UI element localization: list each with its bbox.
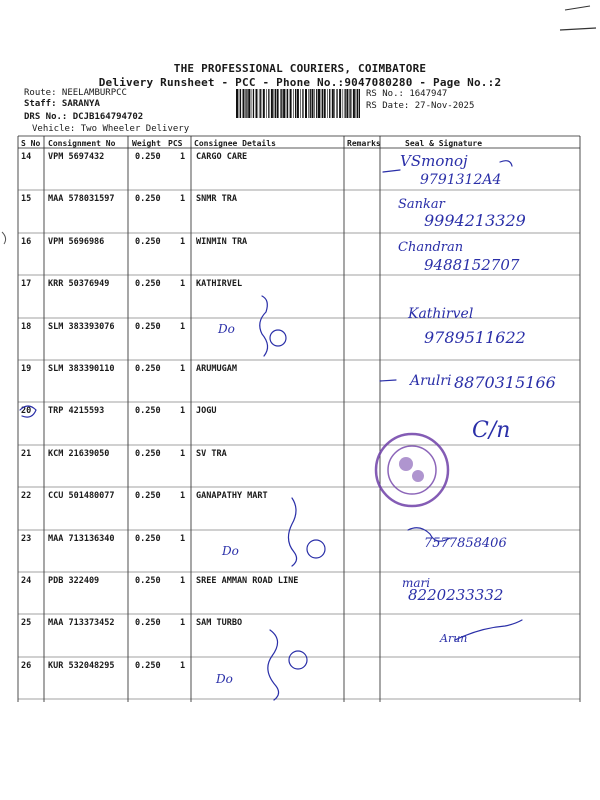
row-pcs: 1 [180, 364, 186, 374]
bracket-stroke-row-23 [288, 498, 296, 566]
row-weight: 0.250 [135, 364, 161, 374]
row-sno: 23 [21, 533, 32, 544]
row-weight: 0.250 [135, 279, 161, 290]
vehicle-label: Vehicle: Two Wheeler Delivery [32, 124, 190, 134]
bracket-stroke-row-18 [260, 296, 268, 356]
row-weight: 0.250 [135, 618, 161, 629]
signature-row-24: mari [402, 576, 431, 590]
handwritten-note-row-20: C/n [472, 418, 511, 443]
row-consignment-no: KRR 50376949 [48, 279, 110, 290]
row-sno: 26 [21, 660, 32, 671]
ditto-mark-row-23: Do [222, 544, 239, 558]
row-consignment-no: TRP 4215593 [48, 406, 105, 417]
row-weight: 0.250 [135, 321, 161, 332]
row-consignee: SV TRA [196, 448, 227, 459]
row-sno: 24 [21, 576, 32, 586]
handwritten-phone-row-24: 8220233332 [408, 586, 504, 604]
row-pcs: 1 [180, 660, 186, 671]
rs-date: RS Date: 27-Nov-2025 [366, 101, 475, 111]
row-sno: 19 [21, 364, 32, 374]
row-weight: 0.250 [135, 576, 161, 586]
col-header-consignee: Consignee Details [194, 139, 276, 148]
col-header-consignment: Consignment No [48, 139, 116, 148]
row-consignment-no: KUR 532048295 [48, 660, 115, 671]
row-pcs: 1 [180, 321, 186, 332]
row-sno: 22 [21, 491, 32, 502]
col-header-remarks: Remarks [347, 139, 381, 148]
ditto-mark-row-18: Do [218, 322, 235, 336]
row-sno: 21 [21, 448, 32, 459]
ditto-circle-row-23 [307, 540, 325, 558]
handwritten-phone-row-16: 9488152707 [424, 256, 520, 274]
ditto-mark-row-26: Do [216, 672, 233, 686]
row-sno: 25 [21, 618, 32, 629]
row-consignment-no: MAA 713373452 [48, 618, 115, 629]
pen-dash-row-14 [383, 170, 400, 172]
row-consignment-no: SLM 383390110 [48, 364, 115, 374]
row-consignee: KATHIRVEL [196, 279, 243, 290]
row-pcs: 1 [180, 533, 186, 544]
pen-dash-row-19 [380, 380, 396, 381]
row-pcs: 1 [180, 406, 186, 417]
row-consignment-no: KCM 21639050 [48, 448, 110, 459]
col-header-sno: S No [21, 139, 41, 148]
runsheet-subtitle: Delivery Runsheet - PCC - Phone No.:9047080280 - Page No.:2 [98, 76, 502, 89]
handwritten-phone-row-14: 9791312A4 [420, 172, 502, 188]
pen-flourish-row-14 [500, 161, 512, 166]
ditto-circle-row-18 [270, 330, 286, 346]
row-consignee: GANAPATHY MART [196, 491, 268, 502]
row-consignment-no: MAA 578031597 [48, 194, 115, 205]
ditto-circle-row-26 [289, 651, 307, 669]
row-consignment-no: VPM 5696986 [48, 236, 105, 247]
route-label: Route: NEELAMBURPCC [24, 88, 127, 98]
row-consignee: SNMR TRA [196, 194, 237, 205]
signature-row-14: VSmonoj [400, 152, 468, 170]
col-header-pcs: PCS [168, 139, 183, 148]
row-consignee: SAM TURBO [196, 618, 243, 629]
staff-label: Staff: SARANYA [24, 99, 100, 109]
row-consignee: WINMIN TRA [196, 236, 248, 247]
row-pcs: 1 [180, 448, 186, 459]
col-header-seal: Seal & Signature [405, 139, 483, 148]
col-header-weight: Weight [132, 139, 161, 148]
row-sno: 20 [21, 406, 32, 417]
row-weight: 0.250 [135, 194, 161, 205]
row-consignment-no: MAA 713136340 [48, 533, 115, 544]
row-weight: 0.250 [135, 491, 161, 502]
bracket-stroke-row-26 [268, 630, 279, 700]
row-pcs: 1 [180, 194, 186, 205]
row-pcs: 1 [180, 576, 186, 586]
signature-row-25: Arun [440, 632, 468, 645]
signature-row-16: Chandran [398, 240, 464, 255]
row-consignee: SREE AMMAN ROAD LINE [196, 576, 299, 586]
handwritten-phone-row-19: 8870315166 [454, 373, 556, 392]
row-consignment-no: PDB 322409 [48, 576, 100, 586]
drs-number: DRS No.: DCJB164794702 [24, 112, 144, 122]
handwritten-phone-row-23: 7577858406 [424, 536, 507, 551]
row-weight: 0.250 [135, 533, 161, 544]
company-title: THE PROFESSIONAL COURIERS, COIMBATORE [173, 62, 427, 75]
row-weight: 0.250 [135, 660, 161, 671]
row-weight: 0.250 [135, 448, 161, 459]
company-seal-stamp [372, 430, 452, 510]
signature-scribble-row-23 [408, 528, 450, 541]
row-sno: 14 [21, 152, 32, 162]
row-consignee: CARGO CARE [196, 152, 248, 162]
handwritten-phone-row-15: 9994213329 [424, 211, 526, 230]
rs-number: RS No.: 1647947 [366, 89, 448, 99]
row-consignee: ARUMUGAM [196, 364, 237, 374]
row-weight: 0.250 [135, 152, 161, 162]
row-weight: 0.250 [135, 406, 161, 417]
row-pcs: 1 [180, 491, 186, 502]
handwritten-phone-row-18: 9789511622 [424, 328, 526, 347]
row-sno: 17 [21, 279, 32, 290]
row-pcs: 1 [180, 279, 186, 290]
row-consignment-no: VPM 5697432 [48, 152, 105, 162]
signature-row-18: Kathirvel [408, 306, 474, 322]
row-sno: 16 [21, 236, 32, 247]
signature-stroke-row-25 [455, 620, 522, 640]
signature-row-19: Arulri [410, 373, 452, 389]
row-pcs: 1 [180, 618, 186, 629]
row-pcs: 1 [180, 152, 186, 162]
row-sno: 18 [21, 321, 32, 332]
row-consignment-no: CCU 501480077 [48, 491, 115, 502]
row-consignee: JOGU [196, 406, 217, 417]
signature-row-15: Sankar [398, 197, 445, 212]
row-pcs: 1 [180, 236, 186, 247]
row-sno: 15 [21, 194, 32, 205]
row-weight: 0.250 [135, 236, 161, 247]
row-consignment-no: SLM 383393076 [48, 321, 115, 332]
circle-mark-row-20 [20, 406, 36, 417]
